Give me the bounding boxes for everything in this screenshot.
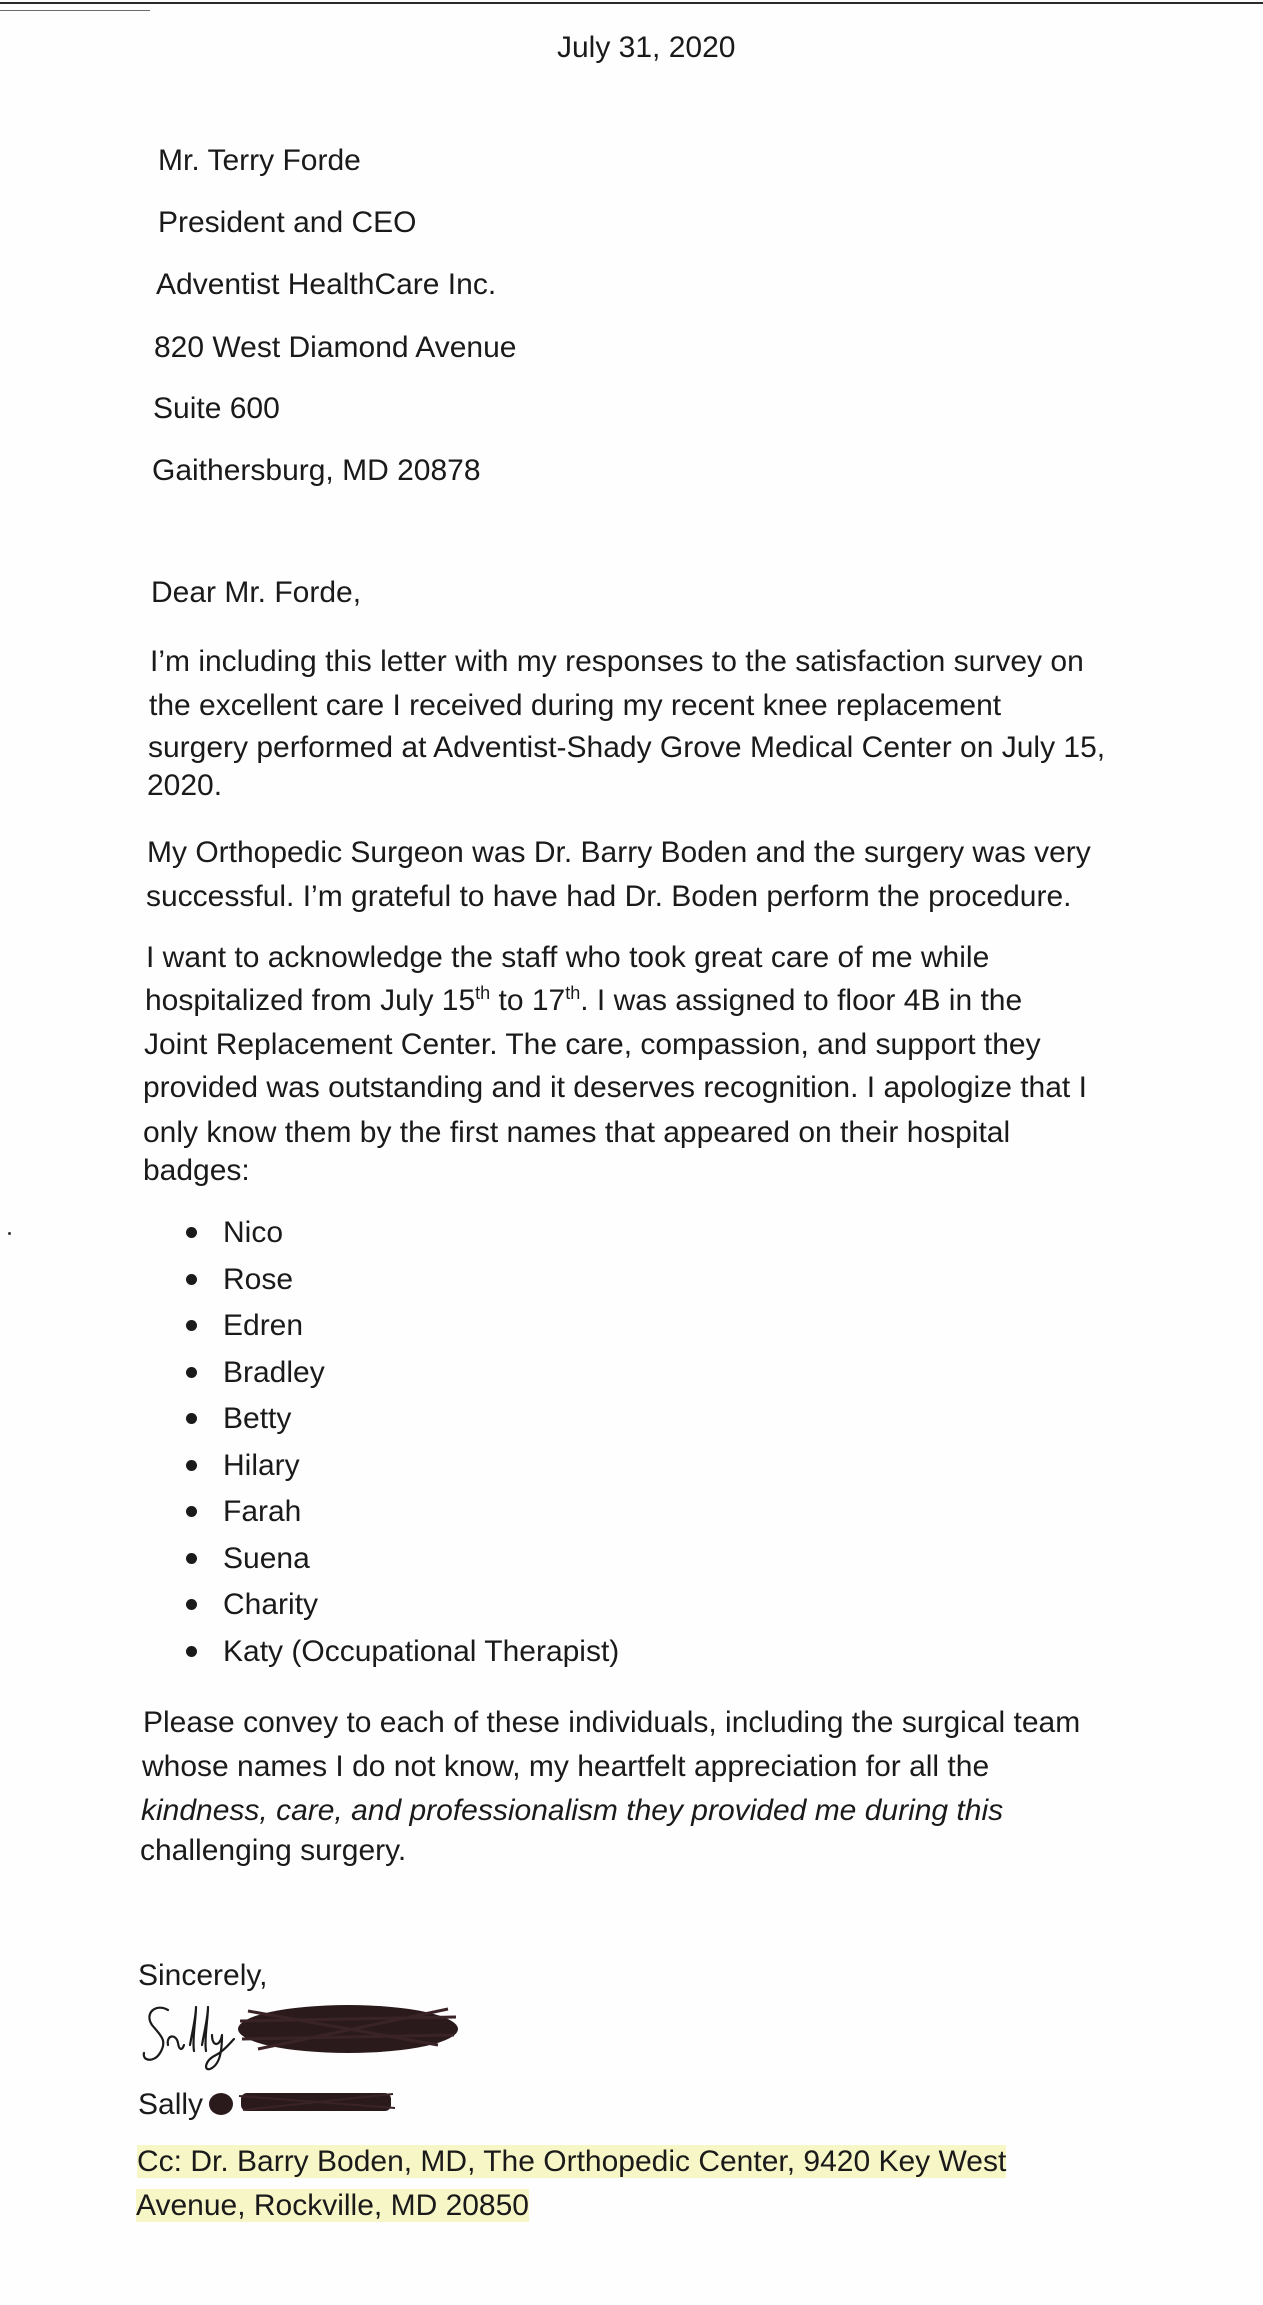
letter-date: July 31, 2020	[557, 31, 736, 64]
bullet-icon	[186, 1320, 197, 1331]
paragraph-3-line	[145, 983, 1022, 1019]
paragraph-2-line: My Orthopedic Surgeon was Dr. Barry Boden and the surgery was very	[147, 836, 1091, 869]
paragraph-2-line: successful. I’m grateful to have had Dr. Boden perform the procedure.	[146, 880, 1072, 913]
ordinal-suffix: th	[475, 983, 491, 1003]
list-item	[180, 1541, 619, 1588]
staff-name: Katy (Occupational Therapist)	[223, 1634, 620, 1668]
cc-text: Cc: Dr. Barry Boden, MD, The Orthopedic Center, 9420 Key West	[137, 2145, 1007, 2178]
staff-name: Farah	[223, 1495, 302, 1528]
bullet-icon	[186, 1646, 197, 1657]
cc-text: Avenue, Rockville, MD 20850	[136, 2189, 529, 2222]
salutation: Dear Mr. Forde,	[151, 576, 362, 609]
paragraph-3-text: . I was assigned to floor 4B in the	[580, 984, 1023, 1017]
recipient-title: President and CEO	[158, 206, 417, 239]
paragraph-3-line: badges:	[143, 1154, 250, 1187]
staff-name: Rose	[223, 1262, 294, 1296]
bullet-icon	[186, 1460, 197, 1471]
printed-first-name: Sally	[138, 2088, 204, 2121]
paragraph-3-text: to 17	[490, 984, 566, 1017]
paragraph-4-line: whose names I do not know, my heartfelt appreciation for all the	[142, 1750, 990, 1783]
cc-line	[137, 2144, 1006, 2180]
list-item	[180, 1215, 619, 1262]
recipient-city: Gaithersburg, MD 20878	[152, 454, 481, 487]
list-item	[180, 1262, 619, 1309]
cc-line	[136, 2188, 529, 2224]
list-item	[180, 1587, 619, 1634]
bullet-icon	[186, 1599, 197, 1610]
bullet-icon	[186, 1274, 197, 1285]
paragraph-1-line: I’m including this letter with my responses to the satisfaction survey on	[150, 645, 1084, 678]
bullet-icon	[186, 1413, 197, 1424]
list-item	[180, 1448, 619, 1495]
printed-name	[138, 2087, 203, 2123]
recipient-suite: Suite 600	[153, 392, 280, 425]
signature-handwriting	[144, 2007, 234, 2069]
ordinal-suffix: th	[565, 983, 581, 1003]
paragraph-3-line: I want to acknowledge the staff who took great care of me while	[146, 941, 990, 974]
recipient-name: Mr. Terry Forde	[158, 144, 361, 177]
recipient-company: Adventist HealthCare Inc.	[156, 268, 497, 301]
bullet-icon	[186, 1227, 197, 1238]
paragraph-1-line: 2020.	[147, 769, 223, 802]
staff-name: Hilary	[223, 1448, 300, 1482]
paragraph-3-line: provided was outstanding and it deserves recognition. I apologize that I	[143, 1071, 1087, 1104]
staff-name: Betty	[223, 1402, 292, 1435]
recipient-street: 820 West Diamond Avenue	[154, 331, 517, 364]
paragraph-4-line: Please convey to each of these individuals, including the surgical team	[143, 1706, 1081, 1739]
paragraph-3-line: Joint Replacement Center. The care, compassion, and support they	[144, 1028, 1041, 1061]
paragraph-1-line: the excellent care I received during my recent knee replacement	[149, 689, 1002, 722]
signature-image	[138, 1995, 478, 2075]
paragraph-4-line: kindness, care, and professionalism they provided me during this	[141, 1794, 1004, 1827]
list-item	[180, 1494, 619, 1541]
bullet-icon	[186, 1367, 197, 1378]
paragraph-3-text: hospitalized from July 15	[145, 984, 476, 1017]
staff-name: Edren	[223, 1309, 304, 1342]
staff-name: Charity	[223, 1588, 319, 1621]
scan-border-line	[0, 2, 1263, 4]
staff-name: Nico	[223, 1216, 284, 1249]
bullet-icon	[186, 1553, 197, 1564]
staff-name: Bradley	[223, 1355, 325, 1389]
bullet-icon	[186, 1506, 197, 1517]
list-item	[180, 1308, 619, 1355]
closing: Sincerely,	[138, 1959, 268, 1992]
scan-speck	[8, 1232, 11, 1235]
list-item	[180, 1355, 619, 1402]
paragraph-1-line: surgery performed at Adventist-Shady Grove Medical Center on July 15,	[148, 731, 1106, 764]
scan-border-line	[0, 10, 150, 11]
redaction-mark	[238, 2005, 458, 2053]
paragraph-4-line: challenging surgery.	[140, 1834, 407, 1867]
staff-list	[180, 1215, 619, 1680]
staff-name: Suena	[223, 1541, 310, 1575]
printed-surname-redaction	[205, 2086, 405, 2120]
list-item	[180, 1401, 619, 1448]
list-item	[180, 1634, 619, 1681]
paragraph-3-line: only know them by the first names that appeared on their hospital	[143, 1116, 1011, 1149]
